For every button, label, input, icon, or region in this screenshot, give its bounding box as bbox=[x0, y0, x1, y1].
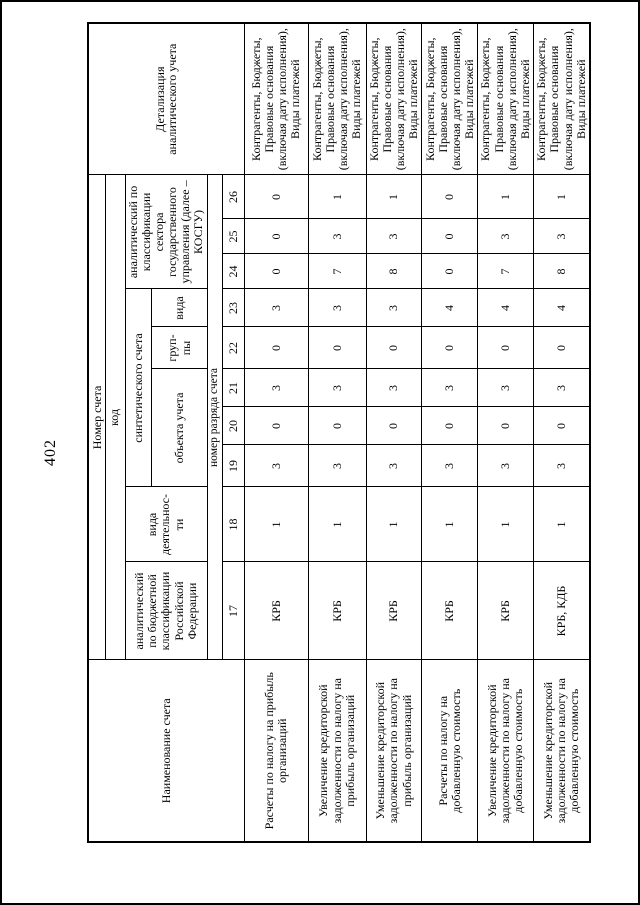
classification-code-cell: КРБ bbox=[478, 562, 534, 660]
digit-header-cell: 26 bbox=[222, 175, 244, 219]
digit-header-cell: 19 bbox=[222, 445, 244, 487]
digit-cell: 3 bbox=[478, 445, 534, 487]
digit-cell: 3 bbox=[534, 219, 590, 254]
classification-code-cell: КРБ bbox=[366, 562, 422, 660]
analytics-detail-cell: Контрагенты, Бюджеты, Правовые основания (включая дату исполнения), Виды платежей bbox=[308, 23, 366, 175]
digit-cell: 8 bbox=[534, 254, 590, 289]
account-name-cell: Расчеты по налогу на добавленную стоимость bbox=[422, 660, 478, 842]
digit-cell: 4 bbox=[478, 289, 534, 327]
digit-cell: 0 bbox=[422, 175, 478, 219]
header-kind: вида bbox=[152, 289, 207, 327]
digit-cell: 3 bbox=[422, 445, 478, 487]
digit-cell: 0 bbox=[366, 407, 422, 445]
account-name-cell: Уменьшение кредиторской задолженности по налогу на прибыль организаций bbox=[366, 660, 422, 842]
header-group: груп-пы bbox=[152, 327, 207, 369]
analytics-detail-cell: Контрагенты, Бюджеты, Правовые основания (включая дату исполнения), Виды платежей bbox=[422, 23, 478, 175]
digit-cell: 0 bbox=[478, 327, 534, 369]
digit-cell: 3 bbox=[366, 445, 422, 487]
digit-cell: 3 bbox=[244, 289, 308, 327]
account-name-cell: Расчеты по налогу на прибыль организаций bbox=[244, 660, 308, 842]
digit-cell: 3 bbox=[478, 219, 534, 254]
digit-cell: 0 bbox=[244, 219, 308, 254]
digit-header-cell: 24 bbox=[222, 254, 244, 289]
digit-cell: 0 bbox=[308, 327, 366, 369]
digit-cell: 0 bbox=[422, 254, 478, 289]
digit-header-cell: 18 bbox=[222, 487, 244, 562]
digit-header-cell: 23 bbox=[222, 289, 244, 327]
digit-header-cell: 25 bbox=[222, 219, 244, 254]
digit-cell: 3 bbox=[534, 445, 590, 487]
chart-of-accounts-table bbox=[87, 22, 591, 843]
digit-cell: 3 bbox=[366, 289, 422, 327]
digit-cell: 1 bbox=[478, 175, 534, 219]
digit-cell: 0 bbox=[308, 407, 366, 445]
page-number: 402 bbox=[42, 439, 59, 466]
digit-cell: 3 bbox=[308, 289, 366, 327]
digit-cell: 0 bbox=[422, 219, 478, 254]
digit-cell: 3 bbox=[534, 369, 590, 407]
digit-cell: 0 bbox=[534, 327, 590, 369]
digit-cell: 1 bbox=[422, 487, 478, 562]
digit-cell: 3 bbox=[366, 219, 422, 254]
analytics-detail-cell: Контрагенты, Бюджеты, Правовые основания (включая дату исполнения), Виды платежей bbox=[534, 23, 590, 175]
digit-header-cell: 21 bbox=[222, 369, 244, 407]
header-activity-type: вида деятельнос-ти bbox=[125, 487, 207, 562]
digit-cell: 3 bbox=[244, 369, 308, 407]
header-analytics-detail: Детализация аналитического учета bbox=[88, 23, 244, 175]
digit-header-cell: 17 bbox=[222, 562, 244, 660]
table-row bbox=[478, 23, 534, 842]
digit-cell: 3 bbox=[308, 445, 366, 487]
digit-cell: 0 bbox=[422, 407, 478, 445]
header-accounting-object: объекта учета bbox=[152, 369, 207, 487]
digit-cell: 4 bbox=[534, 289, 590, 327]
table-row bbox=[308, 23, 366, 842]
digit-cell: 0 bbox=[244, 407, 308, 445]
table-row bbox=[422, 23, 478, 842]
digit-cell: 8 bbox=[366, 254, 422, 289]
header-kosgu: аналитический по классификации сектора государственного управления (далее – КОСГУ) bbox=[125, 175, 207, 289]
digit-header-cell: 22 bbox=[222, 327, 244, 369]
digit-cell: 3 bbox=[422, 369, 478, 407]
digit-cell: 0 bbox=[244, 254, 308, 289]
analytics-detail-cell: Контрагенты, Бюджеты, Правовые основания (включая дату исполнения), Виды платежей bbox=[366, 23, 422, 175]
digit-cell: 0 bbox=[534, 407, 590, 445]
digit-cell: 1 bbox=[534, 487, 590, 562]
header-digit-position: номер разряда счета bbox=[207, 175, 222, 660]
table-row bbox=[534, 23, 590, 842]
classification-code-cell: КРБ bbox=[422, 562, 478, 660]
digit-cell: 4 bbox=[422, 289, 478, 327]
header-row-account-number bbox=[88, 23, 105, 842]
digit-cell: 7 bbox=[478, 254, 534, 289]
digit-cell: 0 bbox=[422, 327, 478, 369]
account-name-cell: Уменьшение кредиторской задолженности по налогу на добавленную стоимость bbox=[534, 660, 590, 842]
digit-cell: 1 bbox=[308, 175, 366, 219]
digit-cell: 3 bbox=[244, 445, 308, 487]
digit-cell: 3 bbox=[308, 369, 366, 407]
digit-cell: 1 bbox=[244, 487, 308, 562]
table-row bbox=[366, 23, 422, 842]
digit-cell: 3 bbox=[366, 369, 422, 407]
header-code: код bbox=[105, 175, 125, 660]
digit-cell: 1 bbox=[366, 487, 422, 562]
digit-cell: 7 bbox=[308, 254, 366, 289]
classification-code-cell: КРБ bbox=[244, 562, 308, 660]
digit-cell: 3 bbox=[478, 369, 534, 407]
classification-code-cell: КРБ, КДБ bbox=[534, 562, 590, 660]
digit-cell: 0 bbox=[478, 407, 534, 445]
digit-cell: 1 bbox=[308, 487, 366, 562]
digit-cell: 3 bbox=[308, 219, 366, 254]
digit-cell: 1 bbox=[478, 487, 534, 562]
digit-cell: 0 bbox=[244, 327, 308, 369]
digit-cell: 1 bbox=[366, 175, 422, 219]
table-row bbox=[244, 23, 308, 842]
account-name-cell: Увеличение кредиторской задолженности по налогу на добавленную стоимость bbox=[478, 660, 534, 842]
digit-cell: 0 bbox=[244, 175, 308, 219]
header-budget-classification: аналитический по бюджетной классификации Российской Федерации bbox=[125, 562, 207, 660]
analytics-detail-cell: Контрагенты, Бюджеты, Правовые основания (включая дату исполнения), Виды платежей bbox=[478, 23, 534, 175]
header-synthetic-account: синтетического счета bbox=[125, 289, 152, 487]
digit-cell: 0 bbox=[366, 327, 422, 369]
analytics-detail-cell: Контрагенты, Бюджеты, Правовые основания (включая дату исполнения), Виды платежей bbox=[244, 23, 308, 175]
digit-cell: 1 bbox=[534, 175, 590, 219]
account-name-cell: Увеличение кредиторской задолженности по налогу на прибыль организаций bbox=[308, 660, 366, 842]
header-account-number: Номер счета bbox=[88, 175, 105, 660]
classification-code-cell: КРБ bbox=[308, 562, 366, 660]
digit-header-cell: 20 bbox=[222, 407, 244, 445]
header-account-name: Наименование счета bbox=[88, 660, 244, 842]
